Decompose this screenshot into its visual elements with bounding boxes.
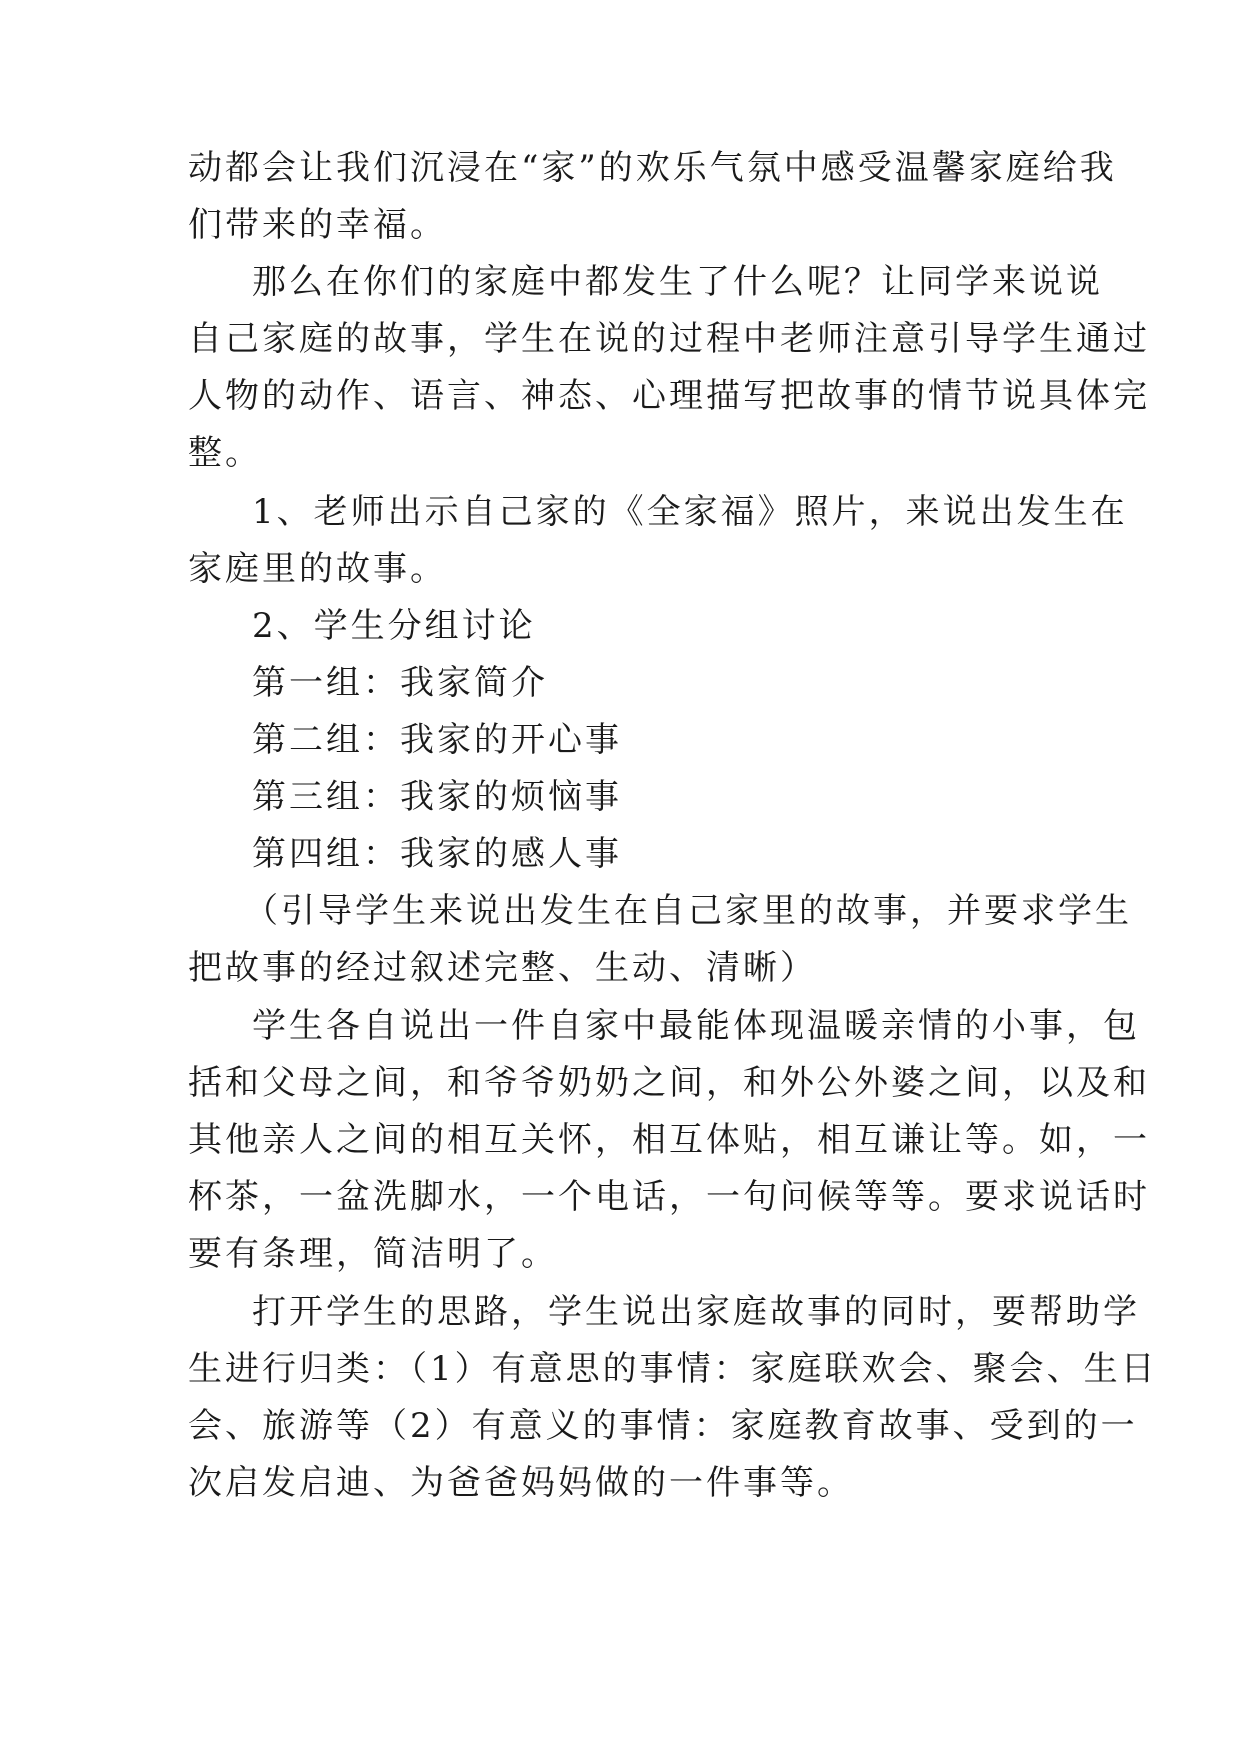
text-line: 要有条理，简洁明了。: [188, 1234, 558, 1274]
list-item: 第二组：我家的开心事: [252, 720, 622, 760]
text-line: 次启发启迪、为爸爸妈妈做的一件事等。: [188, 1463, 854, 1503]
paragraph-start-line: 那么在你们的家庭中都发生了什么呢？让同学来说说: [252, 262, 1103, 302]
text-line: 生进行归类：（1）有意思的事情：家庭联欢会、聚会、生日: [188, 1349, 1158, 1389]
paragraph-start-line: 学生各自说出一件自家中最能体现温暖亲情的小事，包: [252, 1006, 1140, 1046]
text-line: 括和父母之间，和爷爷奶奶之间，和外公外婆之间，以及和: [188, 1063, 1150, 1103]
paragraph-start-line: 打开学生的思路，学生说出家庭故事的同时，要帮助学: [252, 1292, 1140, 1332]
paragraph-start-line: 1、老师出示自己家的《全家福》照片，来说出发生在: [252, 492, 1128, 532]
text-line: 杯茶，一盆洗脚水，一个电话，一句问候等等。要求说话时: [188, 1177, 1150, 1217]
list-item: 2、学生分组讨论: [252, 606, 536, 646]
text-line: 自己家庭的故事，学生在说的过程中老师注意引导学生通过: [188, 319, 1150, 359]
text-line: 其他亲人之间的相互关怀，相互体贴，相互谦让等。如，一: [188, 1120, 1150, 1160]
paragraph-start-line: （引导学生来说出发生在自己家里的故事，并要求学生: [244, 891, 1132, 931]
text-line: 人物的动作、语言、神态、心理描写把故事的情节说具体完: [188, 376, 1150, 416]
text-line: 整。: [188, 433, 262, 473]
text-line: 家庭里的故事。: [188, 549, 447, 589]
text-line: 把故事的经过叙述完整、生动、清晰）: [188, 948, 817, 988]
text-line: 们带来的幸福。: [188, 205, 447, 245]
list-item: 第四组：我家的感人事: [252, 834, 622, 874]
list-item: 第三组：我家的烦恼事: [252, 777, 622, 817]
text-line: 会、旅游等（2）有意义的事情：家庭教育故事、受到的一: [188, 1406, 1138, 1446]
text-line: 动都会让我们沉浸在“家”的欢乐气氛中感受温馨家庭给我: [188, 148, 1117, 188]
list-item: 第一组：我家简介: [252, 663, 548, 703]
